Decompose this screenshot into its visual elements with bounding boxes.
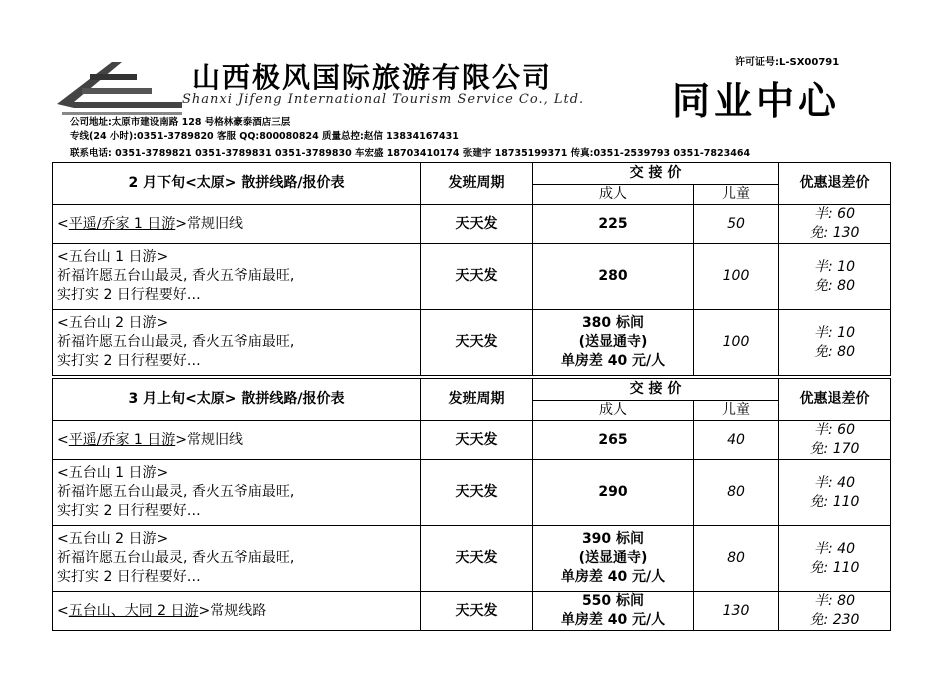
company-logo	[52, 52, 187, 120]
free-discount: 免: 80	[814, 277, 855, 294]
route-bracket: <	[57, 602, 69, 619]
route-desc: 实打实 2 日行程要好…	[57, 287, 201, 303]
price-table-february	[52, 162, 891, 376]
table-row	[53, 244, 891, 310]
col-header-frequency: 发班周期	[421, 379, 533, 421]
route-desc: 实打实 2 日行程要好…	[57, 353, 201, 369]
half-discount: 半: 60	[814, 206, 855, 222]
route-desc: 祈福许愿五台山最灵, 香火五爷庙最旺,	[57, 334, 295, 350]
col-header-price: 交 接 价	[533, 163, 779, 185]
col-header-child: 儿童	[694, 401, 779, 421]
route-suffix: >常规旧线	[175, 431, 243, 448]
price-table-march	[52, 378, 891, 631]
half-discount: 半: 40	[814, 540, 855, 557]
contact-phones: 联系电话: 0351-3789821 0351-3789831 0351-3789830 车宏盛 18703410174 张建宇 18735199371 传真:0351-2539793 0351-7823464	[70, 148, 751, 159]
departure-frequency: 天天发	[421, 421, 533, 460]
child-price: 100	[694, 244, 779, 310]
table-title: 2 月下旬<太原> 散拼线路/报价表	[53, 163, 421, 205]
company-name-en: Shanxi Jifeng International Tourism Service Co., Ltd.	[182, 92, 585, 107]
route-suffix: >常规旧线	[175, 215, 243, 232]
child-price: 80	[694, 526, 779, 592]
route-bracket: <	[57, 431, 69, 448]
col-header-child: 儿童	[694, 185, 779, 205]
adult-price: 380 标间	[581, 315, 645, 331]
route-title: 平遥/乔家 1 日游	[68, 431, 176, 448]
free-discount: 免: 110	[809, 493, 860, 510]
adult-price: 225	[533, 205, 694, 244]
route-title: 平遥/乔家 1 日游	[68, 215, 176, 232]
company-name-cn: 山西极风国际旅游有限公司	[192, 61, 553, 94]
adult-price: 265	[533, 421, 694, 460]
table-row	[53, 526, 891, 592]
col-header-discount: 优惠退差价	[779, 379, 891, 421]
child-price: 40	[694, 421, 779, 460]
route-desc: 实打实 2 日行程要好…	[57, 569, 201, 585]
route-bracket: <	[57, 215, 69, 232]
hotline-info: 专线(24 小时):0351-3789820 客服 QQ:800080824 质量总控:赵信 13834167431	[70, 131, 459, 142]
child-price: 130	[694, 592, 779, 631]
free-discount: 免: 110	[809, 559, 860, 576]
single-room-supplement: 单房差 40 元/人	[560, 612, 666, 628]
free-discount: 免: 170	[809, 441, 860, 457]
departure-frequency: 天天发	[421, 310, 533, 376]
departure-frequency: 天天发	[421, 205, 533, 244]
col-header-adult: 成人	[533, 185, 694, 205]
adult-price-note: (送显通寺)	[578, 334, 648, 350]
adult-price-note: (送显通寺)	[578, 550, 648, 566]
route-title: <五台山 2 日游>	[57, 315, 169, 331]
departure-frequency: 天天发	[421, 460, 533, 526]
single-room-supplement: 单房差 40 元/人	[560, 353, 666, 369]
half-discount: 半: 40	[814, 474, 855, 491]
peer-center-title: 同业中心	[672, 79, 841, 123]
table-row	[53, 310, 891, 376]
col-header-adult: 成人	[533, 401, 694, 421]
free-discount: 免: 130	[809, 225, 860, 241]
adult-price: 280	[533, 244, 694, 310]
route-desc: 祈福许愿五台山最灵, 香火五爷庙最旺,	[57, 268, 295, 284]
col-header-discount: 优惠退差价	[779, 163, 891, 205]
child-price: 100	[694, 310, 779, 376]
half-discount: 半: 60	[814, 422, 855, 438]
license-number: 许可证号:L-SX00791	[735, 57, 840, 68]
route-suffix: >常规线路	[198, 602, 267, 619]
departure-frequency: 天天发	[421, 244, 533, 310]
route-title: <五台山 2 日游>	[57, 531, 169, 547]
half-discount: 半: 10	[814, 324, 855, 341]
departure-frequency: 天天发	[421, 526, 533, 592]
table-title: 3 月上旬<太原> 散拼线路/报价表	[53, 379, 421, 421]
company-address: 公司地址:太原市建设南路 128 号格林豪泰酒店三层	[70, 117, 291, 128]
half-discount: 半: 80	[814, 593, 855, 609]
adult-price: 390 标间	[581, 531, 645, 547]
free-discount: 免: 230	[809, 612, 860, 628]
child-price: 80	[694, 460, 779, 526]
departure-frequency: 天天发	[421, 592, 533, 631]
adult-price: 550 标间	[581, 593, 645, 609]
col-header-price: 交 接 价	[533, 379, 779, 401]
adult-price: 290	[533, 460, 694, 526]
route-desc: 祈福许愿五台山最灵, 香火五爷庙最旺,	[57, 484, 295, 500]
half-discount: 半: 10	[814, 258, 855, 275]
child-price: 50	[694, 205, 779, 244]
table-row	[53, 592, 891, 631]
route-desc: 实打实 2 日行程要好…	[57, 503, 201, 519]
route-desc: 祈福许愿五台山最灵, 香火五爷庙最旺,	[57, 550, 295, 566]
free-discount: 免: 80	[814, 343, 855, 360]
route-title: <五台山 1 日游>	[57, 249, 169, 265]
col-header-frequency: 发班周期	[421, 163, 533, 205]
table-row	[53, 460, 891, 526]
single-room-supplement: 单房差 40 元/人	[560, 569, 666, 585]
route-title: <五台山 1 日游>	[57, 465, 169, 481]
table-row	[53, 205, 891, 244]
table-row	[53, 421, 891, 460]
route-title: 五台山、大同 2 日游	[68, 602, 199, 619]
